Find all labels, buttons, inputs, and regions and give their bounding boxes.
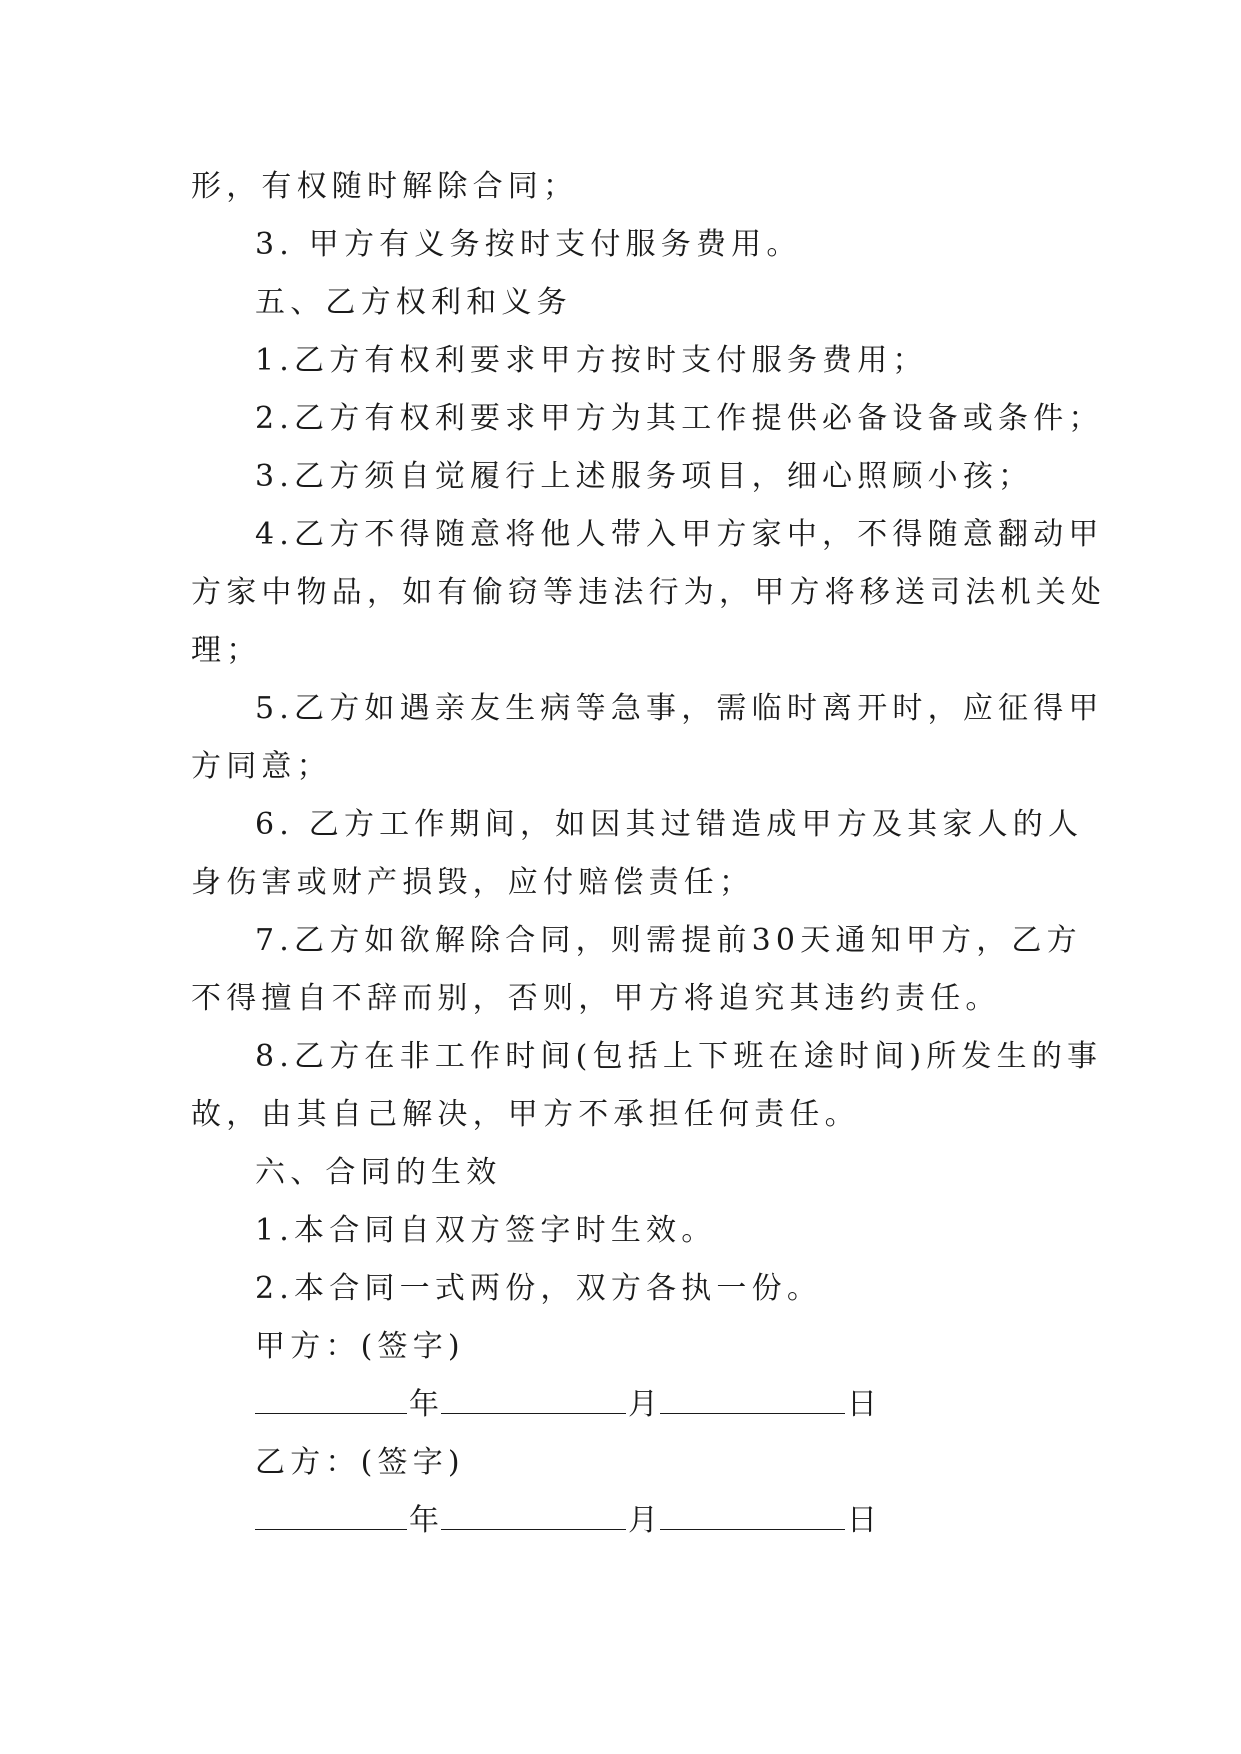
- month-label: 月: [628, 1387, 658, 1422]
- year-blank[interactable]: [255, 1379, 407, 1414]
- text-line: 3.乙方须自觉履行上述服务项目，细心照顾小孩；: [255, 459, 1034, 494]
- party-a-signature-label: 甲方：(签字): [255, 1329, 465, 1364]
- party-b-date-line: [191, 1492, 1051, 1550]
- year-blank[interactable]: [255, 1495, 407, 1530]
- month-blank[interactable]: [441, 1379, 626, 1414]
- day-blank[interactable]: [660, 1495, 845, 1530]
- document-body: [191, 158, 1107, 1550]
- section-heading: 五、乙方权利和义务: [255, 285, 572, 320]
- text-line: 不得擅自不辞而别，否则，甲方将追究其违约责任。: [191, 981, 1001, 1016]
- text-line: 7.乙方如欲解除合同，则需提前30天通知甲方，乙方: [255, 923, 1082, 958]
- day-label: 日: [847, 1503, 877, 1538]
- day-blank[interactable]: [660, 1379, 845, 1414]
- party-b-signature-label: 乙方：(签字): [255, 1445, 465, 1480]
- text-line: 方同意；: [191, 749, 332, 784]
- text-line: 3. 甲方有义务按时支付服务费用。: [255, 227, 802, 262]
- text-line: 1.乙方有权利要求甲方按时支付服务费用；: [255, 343, 928, 378]
- party-a-date-line: [191, 1376, 1051, 1434]
- text-line: 2.乙方有权利要求甲方为其工作提供必备设备或条件；: [255, 401, 1104, 436]
- text-line: 4.乙方不得随意将他人带入甲方家中，不得随意翻动甲: [255, 517, 1104, 552]
- month-label: 月: [628, 1503, 658, 1538]
- text-line: 1.本合同自双方签字时生效。: [255, 1213, 717, 1248]
- text-line: 故，由其自己解决，甲方不承担任何责任。: [191, 1097, 860, 1132]
- text-line: 2.本合同一式两份，双方各执一份。: [255, 1271, 823, 1306]
- section-heading: 六、合同的生效: [255, 1155, 502, 1190]
- text-line: 身伤害或财产损毁，应付赔偿责任；: [191, 865, 755, 900]
- text-line: 形，有权随时解除合同；: [191, 169, 579, 204]
- text-line: 5.乙方如遇亲友生病等急事，需临时离开时，应征得甲: [255, 691, 1104, 726]
- text-line: 理；: [191, 633, 262, 668]
- year-label: 年: [409, 1503, 439, 1538]
- month-blank[interactable]: [441, 1495, 626, 1530]
- year-label: 年: [409, 1387, 439, 1422]
- text-line: 方家中物品，如有偷窃等违法行为，甲方将移送司法机关处: [191, 575, 1107, 610]
- day-label: 日: [847, 1387, 877, 1422]
- text-line: 6. 乙方工作期间，如因其过错造成甲方及其家人的人: [255, 807, 1084, 842]
- text-line: 8.乙方在非工作时间(包括上下班在途时间)所发生的事: [255, 1039, 1103, 1074]
